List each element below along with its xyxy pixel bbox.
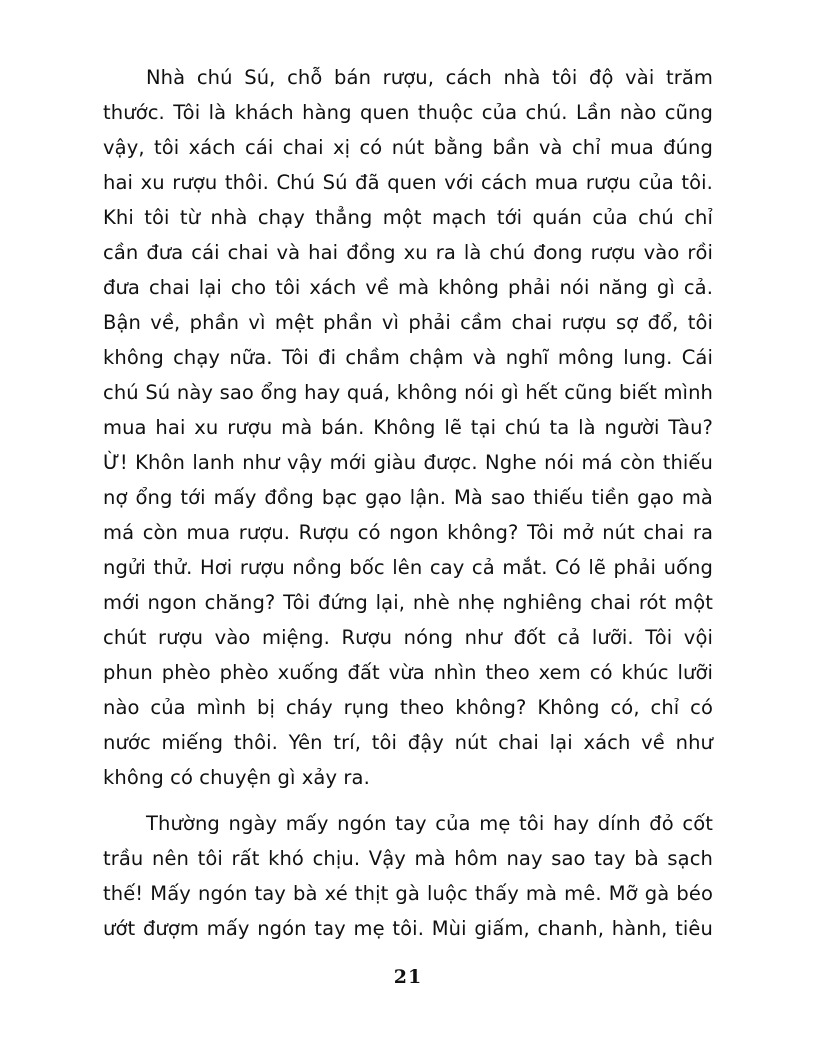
body-text <box>103 60 713 946</box>
text-line: vậy, tôi xách cái chai xị có nút bằng bần và chỉ mua đúng <box>103 136 713 159</box>
text-line: Bận về, phần vì mệt phần vì phải cầm chai rượu sợ đổ, tôi <box>103 311 713 334</box>
text-line: Ừ! Khôn lanh như vậy mới giàu được. Nghe nói má còn thiếu <box>103 451 713 474</box>
text-line: chú Sú này sao ổng hay quá, không nói gì hết cũng biết mình <box>103 381 713 404</box>
text-line: mới ngon chăng? Tôi đứng lại, nhè nhẹ nghiêng chai rót một <box>103 591 713 614</box>
text-line: nợ ổng tới mấy đồng bạc gạo lận. Mà sao thiếu tiền gạo mà <box>103 486 713 509</box>
text-line: phun phèo phèo xuống đất vừa nhìn theo xem có khúc lưỡi <box>103 661 713 684</box>
text-line: thế! Mấy ngón tay bà xé thịt gà luộc thấy mà mê. Mỡ gà béo <box>103 882 713 905</box>
text-line: thước. Tôi là khách hàng quen thuộc của chú. Lần nào cũng <box>103 101 713 124</box>
text-line: hai xu rượu thôi. Chú Sú đã quen với cách mua rượu của tôi. <box>103 171 713 194</box>
text-line: ướt đượm mấy ngón tay mẹ tôi. Mùi giấm, chanh, hành, tiêu <box>103 917 713 940</box>
text-line: không có chuyện gì xảy ra. <box>103 766 370 789</box>
text-line: Nhà chú Sú, chỗ bán rượu, cách nhà tôi độ vài trăm <box>146 66 713 89</box>
text-line: trầu nên tôi rất khó chịu. Vậy mà hôm nay sao tay bà sạch <box>103 847 713 870</box>
paragraph-gap <box>103 795 713 806</box>
text-line: đưa chai lại cho tôi xách về mà không phải nói năng gì cả. <box>103 276 713 299</box>
text-line: má còn mua rượu. Rượu có ngon không? Tôi mở nút chai ra <box>103 521 713 544</box>
text-line: nước miếng thôi. Yên trí, tôi đậy nút chai lại xách về như <box>103 731 713 754</box>
text-line: Thường ngày mấy ngón tay của mẹ tôi hay dính đỏ cốt <box>146 812 713 835</box>
text-line: nào của mình bị cháy rụng theo không? Không có, chỉ có <box>103 696 713 719</box>
text-line: Khi tôi từ nhà chạy thẳng một mạch tới quán của chú chỉ <box>103 206 713 229</box>
paragraph-2 <box>103 806 713 946</box>
paragraph-1 <box>103 60 713 795</box>
text-line: mua hai xu rượu mà bán. Không lẽ tại chú ta là người Tàu? <box>103 416 713 439</box>
text-line: chút rượu vào miệng. Rượu nóng như đốt cả lưỡi. Tôi vội <box>103 626 713 649</box>
text-line: không chạy nữa. Tôi đi chầm chậm và nghĩ mông lung. Cái <box>103 346 713 369</box>
text-line: cần đưa cái chai và hai đồng xu ra là chú đong rượu vào rồi <box>103 241 713 264</box>
page-number: 21 <box>393 966 423 988</box>
text-line: ngửi thử. Hơi rượu nồng bốc lên cay cả mắt. Có lẽ phải uống <box>103 556 713 579</box>
